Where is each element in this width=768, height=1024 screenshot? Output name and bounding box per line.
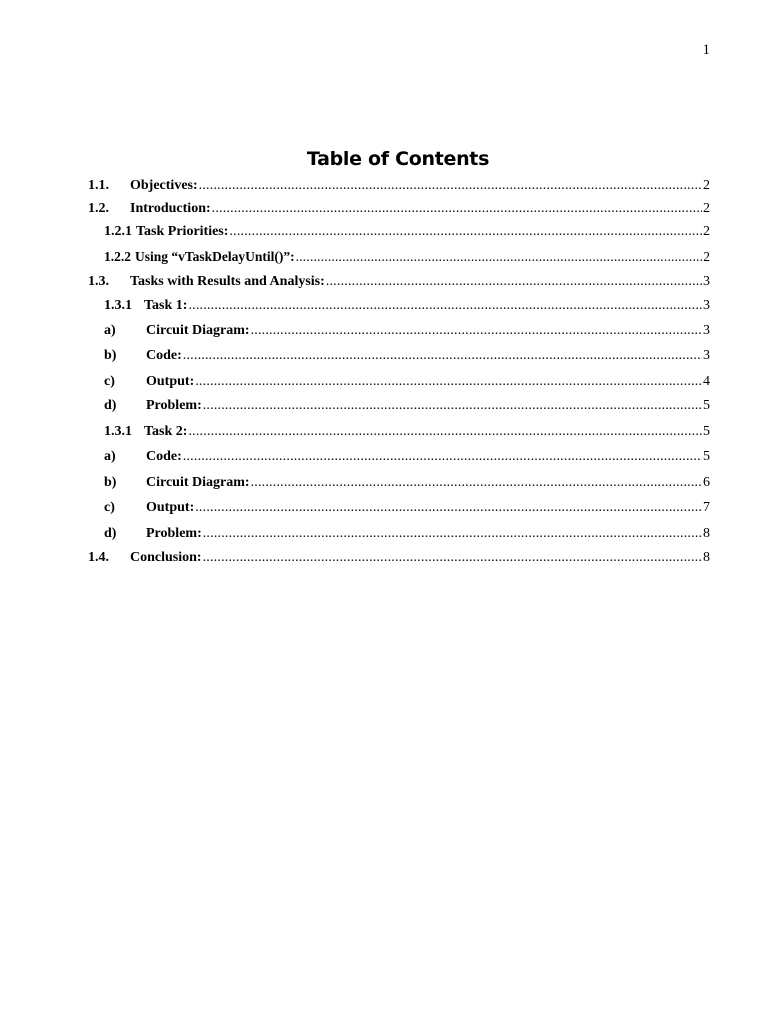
toc-entry[interactable] (88, 176, 710, 196)
toc-entry-label: Output: (146, 374, 195, 389)
toc-leader-dots (188, 422, 702, 442)
toc-entry[interactable] (104, 473, 710, 493)
toc-entry-page: 3 (703, 274, 710, 289)
toc-entry-number: d) (104, 398, 117, 413)
toc-leader-dots (195, 498, 702, 518)
page-number: 1 (702, 42, 710, 58)
toc-entry-number: 1.2.1 (104, 224, 132, 239)
toc-entry[interactable] (104, 247, 710, 267)
toc-entry[interactable] (88, 199, 710, 219)
toc-entry[interactable] (88, 548, 710, 568)
toc-entry-page: 3 (703, 298, 710, 313)
toc-entry-number: c) (104, 500, 115, 515)
toc-entry-page: 2 (703, 178, 710, 193)
toc-entry-label: Using “vTaskDelayUntil()”: (135, 249, 295, 264)
toc-entry-number: d) (104, 526, 117, 541)
toc-entry-number: 1.3.1 (104, 424, 132, 439)
toc-leader-dots (183, 447, 702, 467)
toc-entry-label: Problem: (146, 398, 202, 413)
toc-entry-number: b) (104, 348, 117, 363)
toc-entry-page: 5 (703, 449, 710, 464)
toc-entry-label: Task 1: (144, 298, 188, 313)
toc-entry-page: 3 (703, 323, 710, 338)
toc-entry[interactable] (104, 372, 710, 392)
toc-entry[interactable] (104, 296, 710, 316)
toc-entry-number: 1.3.1 (104, 298, 132, 313)
toc-entry-number: a) (104, 449, 116, 464)
toc-leader-dots (296, 247, 703, 267)
toc-entry-page: 4 (703, 374, 710, 389)
toc-entry[interactable] (104, 396, 710, 416)
toc-entry[interactable] (104, 422, 710, 442)
toc-entry-number: 1.4. (88, 550, 109, 565)
toc-entry-number: 1.2.2 (104, 249, 131, 264)
toc-entry-page: 7 (703, 500, 710, 515)
toc-entry-label: Task Priorities: (136, 224, 229, 239)
toc-entry-label: Introduction: (130, 201, 211, 216)
toc-entry-page: 2 (703, 224, 710, 239)
toc-leader-dots (251, 473, 702, 493)
toc-entry-page: 8 (703, 550, 710, 565)
toc-leader-dots (195, 372, 702, 392)
toc-entry-label: Code: (146, 449, 182, 464)
toc-entry[interactable] (104, 498, 710, 518)
toc-leader-dots (326, 272, 702, 292)
toc-entry-number: 1.3. (88, 274, 109, 289)
toc-entry-page: 6 (703, 475, 710, 490)
toc-entry-label: Circuit Diagram: (146, 475, 250, 490)
toc-leader-dots (183, 346, 702, 366)
toc-entry-number: 1.2. (88, 201, 109, 216)
toc-entry[interactable] (104, 222, 710, 242)
toc-entry-label: Output: (146, 500, 195, 515)
toc-leader-dots (229, 222, 702, 242)
toc-entry-page: 5 (703, 424, 710, 439)
toc-entry-page: 3 (703, 348, 710, 363)
toc-entry[interactable] (104, 321, 710, 341)
toc-entry-label: Problem: (146, 526, 202, 541)
toc-entry-page: 2 (703, 201, 710, 216)
toc-entry-label: Circuit Diagram: (146, 323, 250, 338)
toc-entry-number: b) (104, 475, 117, 490)
toc-entry-label: Tasks with Results and Analysis: (130, 274, 325, 289)
toc-entry-page: 5 (703, 398, 710, 413)
toc-entry[interactable] (104, 346, 710, 366)
toc-leader-dots (199, 176, 702, 196)
toc-entry[interactable] (88, 272, 710, 292)
toc-entry-label: Task 2: (144, 424, 188, 439)
toc-leader-dots (188, 296, 702, 316)
toc-entry-number: a) (104, 323, 116, 338)
toc-leader-dots (212, 199, 702, 219)
toc-leader-dots (203, 524, 702, 544)
toc-entry-label: Conclusion: (130, 550, 202, 565)
toc-title: Table of Contents (306, 148, 490, 170)
toc-entry[interactable] (104, 447, 710, 467)
toc-entry-number: c) (104, 374, 115, 389)
toc-entry-label: Code: (146, 348, 182, 363)
toc-entry-page: 2 (703, 249, 710, 264)
toc-entry-number: 1.1. (88, 178, 109, 193)
toc-leader-dots (203, 548, 702, 568)
toc-leader-dots (203, 396, 702, 416)
toc-leader-dots (251, 321, 702, 341)
toc-entry-page: 8 (703, 526, 710, 541)
toc-entry-label: Objectives: (130, 178, 198, 193)
toc-entry[interactable] (104, 524, 710, 544)
